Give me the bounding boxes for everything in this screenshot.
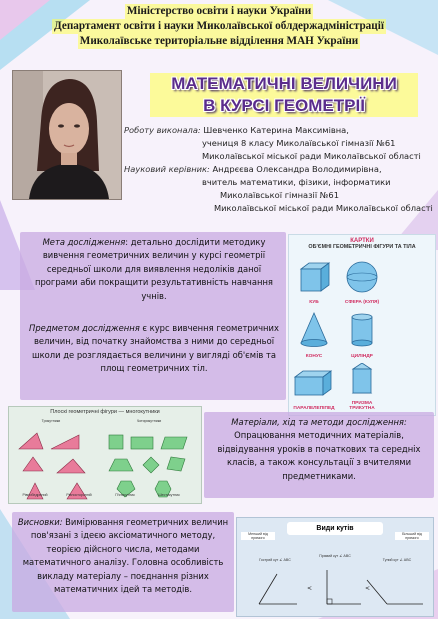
card-label: ЦИЛІНДР (351, 354, 373, 359)
triangles-label: Трикутники (41, 419, 61, 423)
goal-text (28, 236, 280, 303)
authors-block (124, 124, 436, 215)
figures-cards (288, 234, 436, 416)
conclusions-label: Висновки: (17, 517, 63, 527)
card-cube (291, 257, 337, 307)
supervisor-label: Науковий керівник: (124, 164, 210, 174)
svg-text:<: < (307, 585, 313, 592)
angle-note-right: Більший від прямого (395, 532, 429, 540)
subject-label: Предметом дослідження (29, 323, 140, 333)
angles-title: Види кутів (287, 522, 383, 535)
goal-label: Мета дослідження (42, 237, 126, 247)
header (0, 4, 438, 49)
acute-angle-label: Гострий кут ∠ ABC (259, 558, 291, 562)
poster-title (150, 73, 418, 117)
header-line-1: Міністерство освіти і науки України (126, 5, 312, 17)
card-label: ПАРАЛЕЛЕПІПЕД (293, 406, 335, 411)
performer-name: Шевченко Катерина Максимівна, (200, 125, 349, 135)
title-line-1: МАТЕМАТИЧНІ ВЕЛИЧИНИ (171, 74, 397, 93)
materials-label: Матеріали, хід та методи дослідження: (231, 417, 407, 427)
shape-label: Рівносторонній (66, 493, 92, 497)
performer-label: Роботу виконала: (124, 125, 201, 135)
plane-shapes-panel (8, 406, 202, 504)
shapes-title: Плоскі геометричні фігури — многокутники (50, 409, 160, 415)
cards-title-2: ОБ'ЄМНІ ГЕОМЕТРИЧНІ ФІГУРИ ТА ТІЛА (308, 244, 416, 250)
subject-text (28, 322, 280, 376)
card-cylinder (339, 311, 385, 361)
plane-shapes-drawing (9, 419, 201, 503)
shape-label: Рівнобедрений (22, 493, 48, 497)
supervisor-line-3: Миколаївської гімназії №61 (220, 190, 339, 200)
angles-drawing (237, 518, 433, 616)
card-label: КОНУС (305, 354, 323, 359)
goal-body: : детально дослідити методику вивчення геометричних величин у курсі геометрії середньої школи для виявлення недоліків даної програми аби покращити результативність навчання учнів. (35, 237, 273, 301)
angle-note-left: Менший від прямого (241, 532, 275, 540)
performer-line-3: Миколаївської міської ради Миколаївської області (202, 151, 421, 161)
shape-label: П'ятикутник (115, 493, 135, 497)
obtuse-angle-label: Тупий кут ∠ ABC (382, 558, 412, 562)
svg-text:<: < (365, 585, 371, 592)
card-cone (291, 311, 337, 361)
title-line-2: В КУРСІ ГЕОМЕТРІЇ (203, 96, 365, 115)
supervisor-line-4: Миколаївської міської ради Миколаївської області (214, 203, 433, 213)
card-label: ПРИЗМА ТРИКУТНА (349, 401, 375, 411)
card-sphere (339, 257, 385, 307)
shape-label: Шестикутник (158, 493, 180, 497)
card-triangular-prism (339, 363, 385, 413)
author-photo (12, 70, 122, 200)
quads-label: Чотирикутники (136, 419, 162, 423)
header-line-2: Департамент освіти і науки Миколаївської облдержадміністрації (54, 20, 384, 32)
card-label: СФЕРА (КУЛЯ) (344, 300, 380, 305)
right-angle-label: Прямий кут ∠ ABC (319, 554, 351, 558)
supervisor-line-2: вчитель математики, фізики, інформатики (202, 177, 391, 187)
card-parallelepiped (291, 363, 337, 413)
angle-types-panel (236, 517, 434, 617)
card-label: КУБ (309, 300, 319, 305)
materials-body: Опрацювання методичних матеріалів, відвідування уроків в початкових та середніх класів, а також консультації з вчителями предметниками. (217, 430, 421, 481)
supervisor-name: Андрєєва Олександра Володимирівна, (209, 164, 382, 174)
performer-line-2: учениця 8 класу Миколаївської гімназії №61 (202, 138, 396, 148)
conclusions-body: Вимірювання геометричних величин пов'язані з ідеєю аксіоматичного методу, теорією дійсного числа, методами математичного аналізу. Головна особливість викладу матеріалу – поєднання різних математичних ідей та методів. (22, 517, 229, 595)
materials-text (208, 416, 430, 483)
subject-body: є курс вивчення геометричних величин, від початку знайомства з ними до середньої школи де розглядається величини у вигляді об'ємів та площ геометричних тіл. (31, 323, 279, 374)
header-line-3: Миколаївське територіальне відділення МАН України (79, 35, 359, 47)
conclusions-text (16, 516, 230, 596)
cards-title-1: КАРТКИ (350, 238, 374, 244)
